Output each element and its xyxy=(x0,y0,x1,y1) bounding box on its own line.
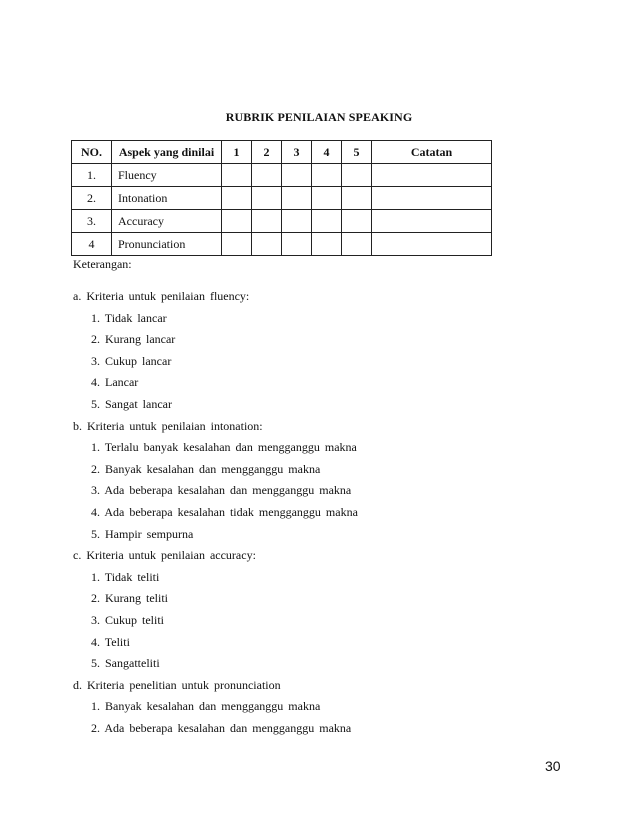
score-cell xyxy=(282,164,312,187)
header-no: NO. xyxy=(72,141,112,164)
row-aspect: Fluency xyxy=(112,164,222,187)
score-cell xyxy=(312,164,342,187)
score-cell xyxy=(282,187,312,210)
list-item: 2. Kurang teliti xyxy=(91,591,168,606)
score-cell xyxy=(312,210,342,233)
table-header-row xyxy=(72,141,492,164)
criteria-heading-accuracy: c. Kriteria untuk penilaian accuracy: xyxy=(73,548,256,563)
list-item: 4. Lancar xyxy=(91,375,139,390)
row-number: 4 xyxy=(72,233,112,256)
score-cell xyxy=(342,164,372,187)
list-item: 5. Hampir sempurna xyxy=(91,526,194,541)
notes-cell xyxy=(372,187,492,210)
notes-cell xyxy=(372,164,492,187)
list-item: 2. Kurang lancar xyxy=(91,332,176,347)
score-cell xyxy=(282,210,312,233)
row-number: 1. xyxy=(72,164,112,187)
table-row xyxy=(72,210,492,233)
header-score-3: 3 xyxy=(282,141,312,164)
score-cell xyxy=(252,187,282,210)
score-cell xyxy=(342,210,372,233)
row-number: 3. xyxy=(72,210,112,233)
score-cell xyxy=(252,210,282,233)
score-cell xyxy=(252,233,282,256)
table-row xyxy=(72,187,492,210)
list-item: 1. Terlalu banyak kesalahan dan mengganggu makna xyxy=(91,440,357,455)
header-aspect: Aspek yang dinilai xyxy=(112,141,222,164)
rubric-table xyxy=(71,140,492,256)
criteria-list xyxy=(73,286,358,739)
header-score-5: 5 xyxy=(342,141,372,164)
row-aspect: Pronunciation xyxy=(112,233,222,256)
score-cell xyxy=(342,233,372,256)
page-number: 30 xyxy=(545,758,561,774)
criteria-heading-intonation: b. Kriteria untuk penilaian intonation: xyxy=(73,418,263,433)
header-score-1: 1 xyxy=(222,141,252,164)
notes-cell xyxy=(372,233,492,256)
page-title: RUBRIK PENILAIAN SPEAKING xyxy=(225,110,413,124)
score-cell xyxy=(222,164,252,187)
table-row xyxy=(72,233,492,256)
list-item: 2. Banyak kesalahan dan mengganggu makna xyxy=(91,461,321,476)
criteria-heading-pronunciation: d. Kriteria penelitian untuk pronunciation xyxy=(73,677,281,692)
criteria-heading-fluency: a. Kriteria untuk penilaian fluency: xyxy=(73,289,250,303)
list-item: 3. Cukup teliti xyxy=(91,612,164,627)
notes-cell xyxy=(372,210,492,233)
list-item: 3. Cukup lancar xyxy=(91,353,172,368)
header-notes: Catatan xyxy=(372,141,492,164)
list-item: 3. Ada beberapa kesalahan dan mengganggu makna xyxy=(91,483,352,498)
row-number: 2. xyxy=(72,187,112,210)
list-item: 4. Ada beberapa kesalahan tidak mengganggu makna xyxy=(91,504,358,519)
score-cell xyxy=(342,187,372,210)
score-cell xyxy=(312,233,342,256)
row-aspect: Accuracy xyxy=(112,210,222,233)
table-row xyxy=(72,164,492,187)
list-item: 1. Banyak kesalahan dan mengganggu makna xyxy=(91,699,321,714)
list-item: 5. Sangatteliti xyxy=(91,656,160,671)
list-item: 1. Tidak teliti xyxy=(91,569,160,584)
keterangan-label: Keterangan: xyxy=(73,257,132,271)
header-score-4: 4 xyxy=(312,141,342,164)
list-item: 1. Tidak lancar xyxy=(91,310,167,325)
list-item: 2. Ada beberapa kesalahan dan mengganggu makna xyxy=(91,720,352,735)
row-aspect: Intonation xyxy=(112,187,222,210)
score-cell xyxy=(222,233,252,256)
score-cell xyxy=(282,233,312,256)
header-score-2: 2 xyxy=(252,141,282,164)
score-cell xyxy=(222,187,252,210)
list-item: 4. Teliti xyxy=(91,634,130,649)
list-item: 5. Sangat lancar xyxy=(91,396,172,411)
score-cell xyxy=(222,210,252,233)
score-cell xyxy=(252,164,282,187)
score-cell xyxy=(312,187,342,210)
